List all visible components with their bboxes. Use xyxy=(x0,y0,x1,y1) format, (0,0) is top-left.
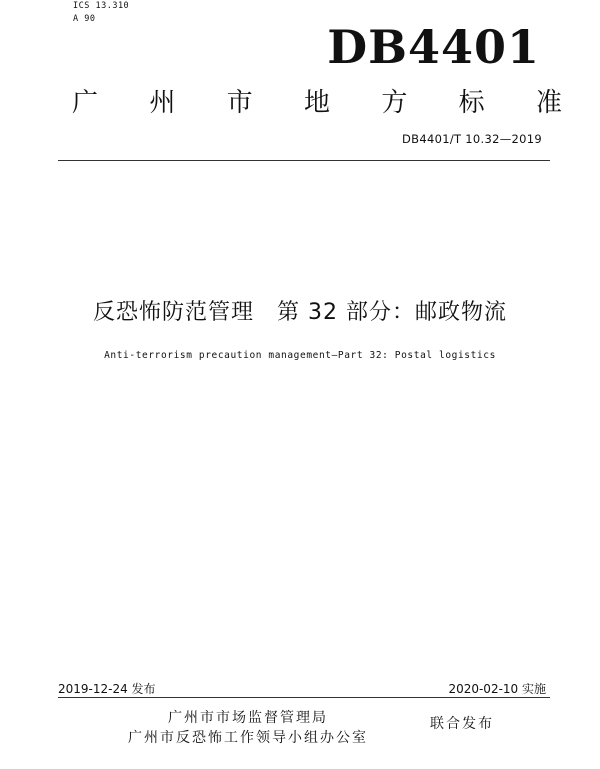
document-title-english: Anti-terrorism precaution management—Part 32: Postal logistics xyxy=(104,350,496,361)
issuer-name: 广州市反恐怖工作领导小组办公室 xyxy=(128,730,368,746)
standard-type-title xyxy=(72,83,562,123)
joint-release-label: 联合发布 xyxy=(430,716,494,732)
standard-type-char: 广 xyxy=(72,88,99,118)
document-title-chinese: 反恐怖防范管理 第 32 部分：邮政物流 xyxy=(93,300,507,325)
standard-logo: DB4401 xyxy=(327,20,540,74)
standard-type-char: 地 xyxy=(303,88,330,118)
issuer-name: 广州市市场监督管理局 xyxy=(168,710,328,726)
issue-date: 2019-12-24 发布 xyxy=(58,682,156,696)
ics-code: ICS 13.310 xyxy=(73,1,130,11)
standard-type-char: 州 xyxy=(149,88,176,118)
top-divider xyxy=(58,160,550,161)
standard-type-char: 标 xyxy=(458,88,485,118)
standard-type-char: 市 xyxy=(226,88,253,118)
bottom-divider xyxy=(58,697,550,698)
issuing-authorities xyxy=(98,708,398,748)
standard-number: DB4401/T 10.32—2019 xyxy=(402,132,542,146)
standard-type-char: 方 xyxy=(381,88,408,118)
standard-type-char: 准 xyxy=(535,88,562,118)
implementation-date: 2020-02-10 实施 xyxy=(448,682,546,696)
ccs-code: A 90 xyxy=(73,14,96,24)
